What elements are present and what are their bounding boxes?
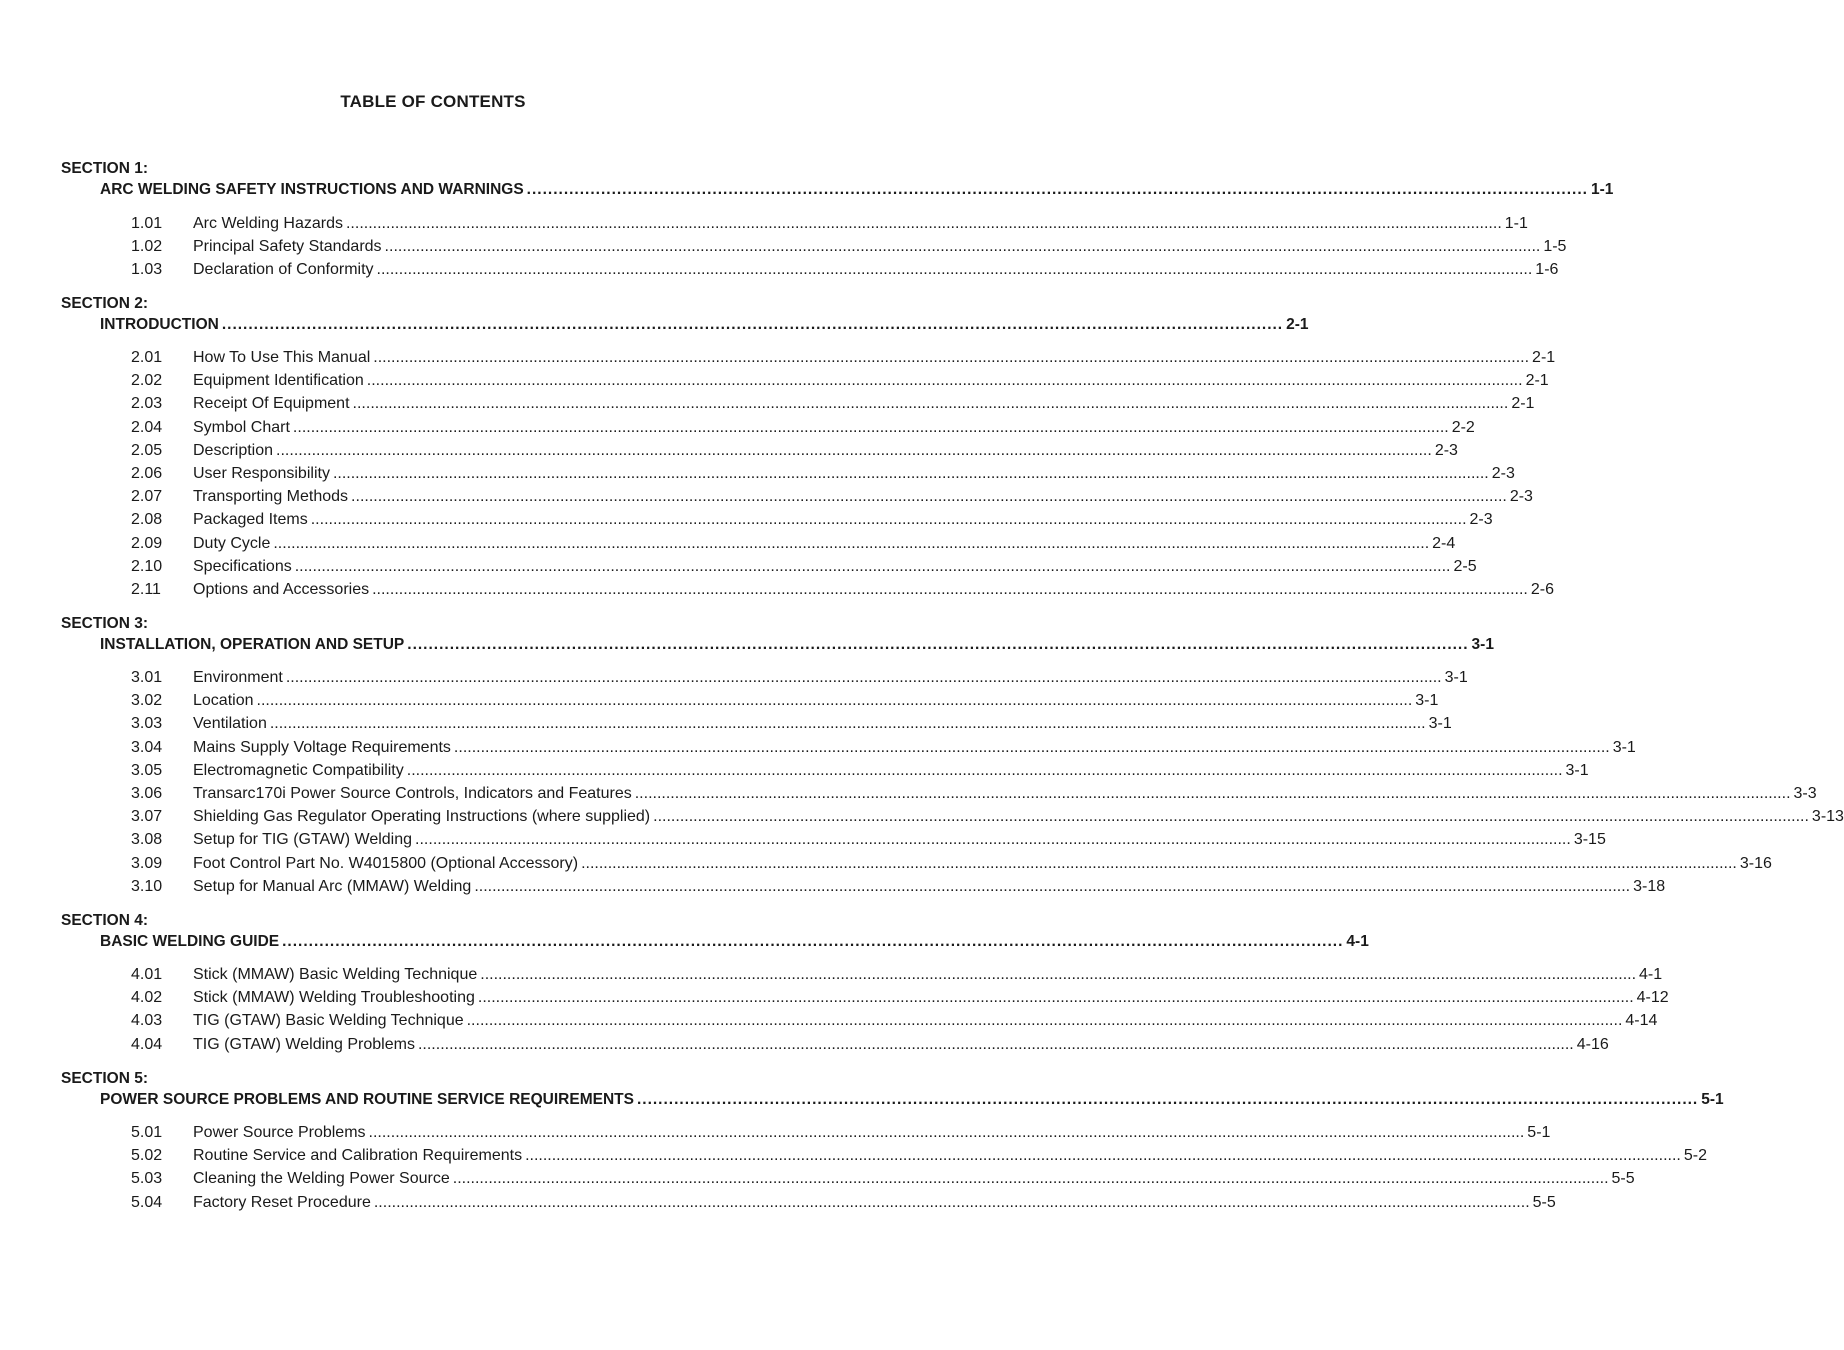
entry-number: 2.08: [131, 511, 163, 529]
entry-title: Setup for Manual Arc (MMAW) Welding: [193, 877, 472, 895]
section-label: SECTION 2:: [61, 295, 148, 312]
dot-leader: ........................................................................................................................................................................................................: [526, 181, 1588, 198]
section-title: POWER SOURCE PROBLEMS AND ROUTINE SERVICE REQUIREMENTS: [100, 1091, 634, 1108]
entry-page-number: 2-3: [1434, 441, 1458, 459]
toc-entry[interactable]: [0, 785, 1817, 807]
entry-line: [193, 1124, 1551, 1142]
entry-page-number: 5-5: [1532, 1193, 1556, 1211]
entry-number: 2.01: [131, 349, 163, 366]
entry-line: [193, 465, 1515, 483]
dot-leader: ....................................................................................................................................................................................................................................................................: [480, 966, 1637, 983]
entry-number: 3.08: [131, 831, 163, 849]
toc-entry[interactable]: [0, 465, 1515, 487]
entry-line: [193, 808, 1844, 826]
entry-title: Cleaning the Welding Power Source: [193, 1170, 450, 1188]
dot-leader: ....................................................................................................................................................................................................................................................................: [276, 441, 1432, 459]
dot-leader: ....................................................................................................................................................................................................................................................................: [653, 808, 1809, 826]
toc-entry[interactable]: [0, 395, 1535, 417]
entry-page-number: 3-15: [1573, 831, 1606, 849]
entry-number: 2.03: [131, 395, 163, 413]
dot-leader: ....................................................................................................................................................................................................................................................................: [372, 581, 1528, 598]
dot-leader: ....................................................................................................................................................................................................................................................................: [384, 238, 1541, 256]
section-page-number: 3-1: [1471, 636, 1494, 653]
entry-line: [193, 488, 1533, 506]
section-heading-row[interactable]: [100, 1091, 1724, 1109]
section-page-number: 4-1: [1346, 933, 1369, 950]
entry-title: Options and Accessories: [193, 581, 370, 598]
section-title: ARC WELDING SAFETY INSTRUCTIONS AND WARNINGS: [100, 181, 524, 198]
section-page-number: 2-1: [1286, 316, 1309, 333]
dot-leader: ....................................................................................................................................................................................................................................................................: [269, 715, 1426, 733]
toc-entry[interactable]: [0, 441, 1458, 464]
entry-line: [193, 418, 1475, 437]
entry-line: [193, 261, 1559, 279]
dot-leader: ....................................................................................................................................................................................................................................................................: [453, 738, 1610, 756]
entry-page-number: 2-4: [1432, 534, 1456, 552]
entry-number: 1.03: [131, 261, 163, 279]
entry-number: 2.05: [131, 441, 163, 459]
entry-page-number: 3-1: [1612, 738, 1636, 756]
entry-line: [193, 877, 1666, 896]
dot-leader: ....................................................................................................................................................................................................................................................................: [474, 877, 1631, 895]
entry-number: 3.09: [131, 854, 163, 872]
entry-line: [193, 1147, 1707, 1165]
entry-line: [193, 761, 1589, 780]
toc-entry[interactable]: [0, 692, 1439, 714]
section-label: SECTION 3:: [61, 615, 148, 632]
toc-entry[interactable]: [0, 372, 1549, 394]
section-heading-row[interactable]: [100, 933, 1369, 951]
entry-title: TIG (GTAW) Basic Welding Technique: [193, 1012, 464, 1030]
entry-line: [193, 557, 1477, 576]
entry-line: [193, 349, 1556, 367]
dot-leader: ....................................................................................................................................................................................................................................................................: [285, 669, 1442, 686]
entry-title: TIG (GTAW) Welding Problems: [193, 1035, 415, 1053]
dot-leader: ....................................................................................................................................................................................................................................................................: [477, 989, 1634, 1007]
entry-number: 2.10: [131, 557, 163, 575]
section-heading-row[interactable]: [100, 636, 1494, 654]
entry-number: 3.04: [131, 738, 163, 756]
entry-title: Routine Service and Calibration Requirements: [193, 1147, 523, 1165]
entry-title: How To Use This Manual: [193, 349, 371, 366]
entry-page-number: 3-16: [1739, 854, 1772, 872]
entry-page-number: 3-1: [1565, 761, 1589, 779]
dot-leader: ........................................................................................................................................................................................................: [282, 933, 1344, 950]
dot-leader: ....................................................................................................................................................................................................................................................................: [368, 1124, 1525, 1141]
entry-title: Ventilation: [193, 715, 267, 733]
entry-title: Receipt Of Equipment: [193, 395, 350, 413]
section-title: BASIC WELDING GUIDE: [100, 933, 280, 950]
dot-leader: ........................................................................................................................................................................................................: [407, 636, 1469, 653]
toc-entry[interactable]: [0, 215, 1528, 237]
entry-page-number: 5-1: [1527, 1124, 1551, 1141]
toc-entry[interactable]: [0, 1170, 1635, 1192]
entry-line: [193, 372, 1549, 390]
dot-leader: ....................................................................................................................................................................................................................................................................: [273, 534, 1430, 552]
entry-number: 5.03: [131, 1170, 163, 1188]
entry-number: 3.06: [131, 785, 163, 802]
entry-line: [193, 738, 1636, 757]
toc-entry[interactable]: [0, 808, 1844, 830]
entry-line: [193, 692, 1439, 710]
dot-leader: ....................................................................................................................................................................................................................................................................: [415, 831, 1571, 849]
entry-page-number: 4-12: [1636, 989, 1669, 1007]
entry-title: Packaged Items: [193, 511, 308, 529]
entry-number: 2.04: [131, 418, 163, 436]
dot-leader: ....................................................................................................................................................................................................................................................................: [406, 761, 1563, 779]
entry-page-number: 4-1: [1639, 966, 1663, 983]
entry-number: 3.02: [131, 692, 163, 710]
entry-number: 2.07: [131, 488, 163, 506]
toc-entry[interactable]: [0, 581, 1554, 603]
entry-page-number: 5-2: [1683, 1147, 1707, 1165]
page-title: TABLE OF CONTENTS: [340, 92, 526, 111]
entry-title: Arc Welding Hazards: [193, 215, 343, 232]
entry-page-number: 2-3: [1491, 465, 1515, 482]
dot-leader: ....................................................................................................................................................................................................................................................................: [634, 785, 1791, 802]
entry-title: Equipment Identification: [193, 372, 364, 390]
entry-page-number: 5-5: [1611, 1170, 1635, 1188]
toc-entry[interactable]: [0, 261, 1559, 283]
entry-title: Transarc170i Power Source Controls, Indicators and Features: [193, 785, 632, 802]
dot-leader: ....................................................................................................................................................................................................................................................................: [352, 395, 1509, 413]
entry-number: 2.11: [131, 581, 161, 598]
entry-number: 2.02: [131, 372, 163, 390]
toc-entry[interactable]: [0, 1147, 1707, 1169]
entry-number: 3.01: [131, 669, 163, 686]
toc-entry[interactable]: [0, 534, 1456, 557]
toc-entry[interactable]: [0, 989, 1669, 1011]
entry-line: [193, 785, 1817, 803]
toc-entry[interactable]: [0, 1193, 1556, 1216]
entry-page-number: 3-1: [1428, 715, 1452, 733]
entry-page-number: 3-3: [1793, 785, 1817, 802]
entry-number: 5.02: [131, 1147, 163, 1165]
entry-title: Factory Reset Procedure: [193, 1193, 371, 1211]
section-title: INSTALLATION, OPERATION AND SETUP: [100, 636, 405, 653]
entry-title: User Responsibility: [193, 465, 330, 482]
dot-leader: ....................................................................................................................................................................................................................................................................: [525, 1147, 1681, 1165]
entry-number: 1.01: [131, 215, 163, 232]
entry-line: [193, 511, 1493, 529]
dot-leader: ....................................................................................................................................................................................................................................................................: [581, 854, 1737, 872]
entry-number: 4.02: [131, 989, 163, 1007]
toc-entry[interactable]: [0, 854, 1772, 877]
entry-page-number: 2-6: [1530, 581, 1554, 598]
entry-line: [193, 581, 1554, 599]
entry-title: Transporting Methods: [193, 488, 349, 506]
toc-entry[interactable]: [0, 669, 1468, 691]
toc-entry[interactable]: [0, 715, 1452, 737]
entry-number: 3.07: [131, 808, 163, 826]
entry-page-number: 3-13: [1811, 808, 1844, 826]
entry-line: [193, 1012, 1658, 1030]
entry-number: 2.09: [131, 534, 163, 552]
entry-number: 5.04: [131, 1193, 163, 1211]
toc-entry[interactable]: [0, 1124, 1551, 1146]
entry-line: [193, 395, 1535, 413]
entry-page-number: 4-16: [1576, 1035, 1609, 1053]
entry-number: 3.10: [131, 877, 163, 895]
section-title: INTRODUCTION: [100, 316, 219, 333]
entry-line: [193, 966, 1663, 984]
dot-leader: ....................................................................................................................................................................................................................................................................: [345, 215, 1502, 232]
entry-title: Environment: [193, 669, 283, 686]
entry-page-number: 3-1: [1444, 669, 1468, 686]
entry-title: Setup for TIG (GTAW) Welding: [193, 831, 413, 849]
entry-title: Foot Control Part No. W4015800 (Optional Accessory): [193, 854, 579, 872]
entry-title: Shielding Gas Regulator Operating Instructions (where supplied): [193, 808, 651, 826]
entry-line: [193, 238, 1567, 256]
toc-entry[interactable]: [0, 1035, 1609, 1058]
dot-leader: ........................................................................................................................................................................................................: [221, 316, 1284, 333]
section-page-number: 1-1: [1590, 181, 1614, 198]
entry-page-number: 1-6: [1535, 261, 1559, 279]
entry-line: [193, 1170, 1635, 1188]
entry-page-number: 2-1: [1511, 395, 1535, 413]
toc-entry[interactable]: [0, 238, 1567, 260]
entry-number: 3.05: [131, 761, 163, 779]
entry-line: [193, 1035, 1609, 1054]
dot-leader: ....................................................................................................................................................................................................................................................................: [256, 692, 1413, 710]
entry-line: [193, 831, 1606, 849]
entry-page-number: 1-1: [1504, 215, 1528, 232]
entry-number: 2.06: [131, 465, 163, 482]
toc-entry[interactable]: [0, 877, 1666, 900]
dot-leader: ....................................................................................................................................................................................................................................................................: [292, 418, 1449, 436]
dot-leader: ....................................................................................................................................................................................................................................................................: [294, 557, 1451, 575]
entry-title: Stick (MMAW) Basic Welding Technique: [193, 966, 478, 983]
dot-leader: ....................................................................................................................................................................................................................................................................: [332, 465, 1489, 482]
entry-page-number: 1-5: [1543, 238, 1567, 256]
dot-leader: ....................................................................................................................................................................................................................................................................: [373, 1193, 1530, 1211]
entry-number: 4.04: [131, 1035, 163, 1053]
toc-entry[interactable]: [0, 966, 1663, 988]
dot-leader: ....................................................................................................................................................................................................................................................................: [417, 1035, 1574, 1053]
entry-title: Principal Safety Standards: [193, 238, 382, 256]
toc-entry[interactable]: [0, 488, 1533, 510]
toc-entry[interactable]: [0, 831, 1606, 853]
entry-line: [193, 215, 1528, 233]
entry-number: 1.02: [131, 238, 163, 256]
toc-entry[interactable]: [0, 761, 1589, 784]
dot-leader: ....................................................................................................................................................................................................................................................................: [376, 261, 1533, 279]
entry-title: Duty Cycle: [193, 534, 271, 552]
entry-line: [193, 441, 1458, 460]
entry-page-number: 2-3: [1469, 511, 1493, 529]
toc-entry[interactable]: [0, 511, 1493, 533]
entry-title: Electromagnetic Compatibility: [193, 761, 404, 779]
entry-page-number: 3-1: [1415, 692, 1439, 710]
section-heading-row[interactable]: [100, 316, 1309, 334]
entry-page-number: 2-2: [1451, 418, 1475, 436]
entry-line: [193, 989, 1669, 1007]
entry-page-number: 3-18: [1633, 877, 1666, 895]
toc-entry[interactable]: [0, 1012, 1658, 1034]
dot-leader: ....................................................................................................................................................................................................................................................................: [351, 488, 1507, 506]
entry-title: Specifications: [193, 557, 292, 575]
entry-page-number: 2-1: [1532, 349, 1556, 366]
entry-title: Mains Supply Voltage Requirements: [193, 738, 451, 756]
dot-leader: ........................................................................................................................................................................................................: [636, 1091, 1699, 1108]
entry-line: [193, 715, 1452, 733]
entry-number: 5.01: [131, 1124, 163, 1141]
entry-page-number: 2-3: [1509, 488, 1533, 506]
entry-number: 4.03: [131, 1012, 163, 1030]
section-heading-row[interactable]: [100, 181, 1614, 199]
entry-number: 3.03: [131, 715, 163, 733]
entry-title: Description: [193, 441, 274, 459]
toc-entry[interactable]: [0, 557, 1477, 580]
entry-title: Declaration of Conformity: [193, 261, 374, 279]
entry-title: Symbol Chart: [193, 418, 290, 436]
dot-leader: ....................................................................................................................................................................................................................................................................: [366, 372, 1523, 390]
toc-entry[interactable]: [0, 349, 1556, 371]
entry-number: 4.01: [131, 966, 163, 983]
entry-page-number: 2-5: [1453, 557, 1477, 575]
dot-leader: ....................................................................................................................................................................................................................................................................: [373, 349, 1530, 366]
section-label: SECTION 5:: [61, 1070, 148, 1087]
toc-entry[interactable]: [0, 418, 1475, 441]
entry-line: [193, 669, 1468, 687]
dot-leader: ....................................................................................................................................................................................................................................................................: [310, 511, 1467, 529]
entry-line: [193, 854, 1772, 873]
entry-line: [193, 1193, 1556, 1212]
section-label: SECTION 1:: [61, 160, 148, 177]
entry-page-number: 4-14: [1625, 1012, 1658, 1030]
entry-line: [193, 534, 1456, 553]
entry-title: Power Source Problems: [193, 1124, 366, 1141]
entry-title: Location: [193, 692, 254, 710]
toc-entry[interactable]: [0, 738, 1636, 761]
entry-title: Stick (MMAW) Welding Troubleshooting: [193, 989, 475, 1007]
section-label: SECTION 4:: [61, 912, 148, 929]
dot-leader: ....................................................................................................................................................................................................................................................................: [452, 1170, 1609, 1188]
entry-page-number: 2-1: [1525, 372, 1549, 390]
section-page-number: 5-1: [1701, 1091, 1724, 1108]
dot-leader: ....................................................................................................................................................................................................................................................................: [466, 1012, 1623, 1030]
